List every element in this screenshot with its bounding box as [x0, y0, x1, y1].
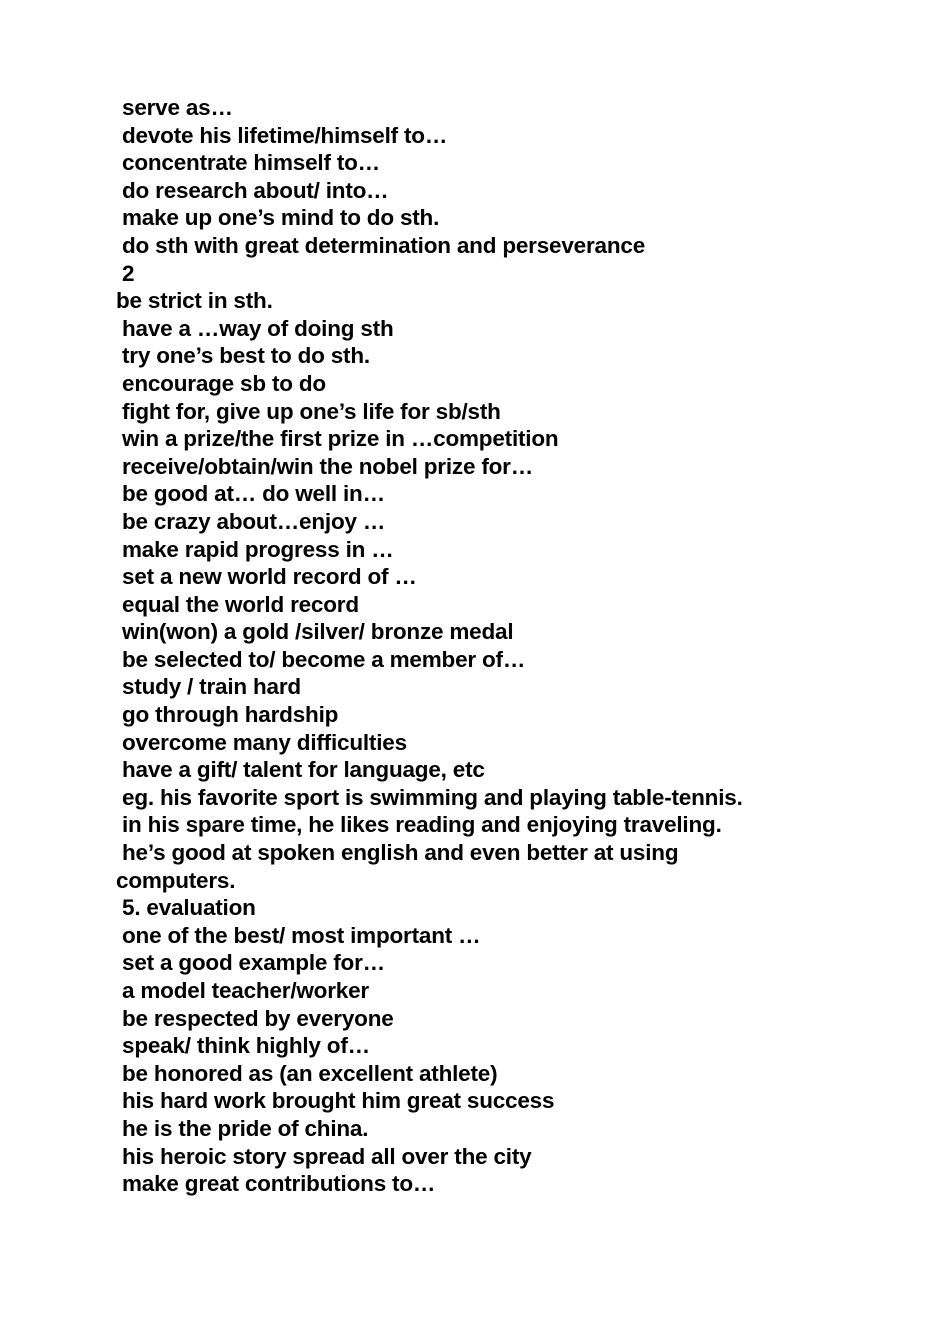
text-line: be respected by everyone	[122, 1005, 394, 1031]
text-line: study / train hard	[122, 674, 301, 700]
text-line: do research about/ into…	[122, 177, 389, 203]
text-line: be crazy about…enjoy …	[122, 508, 386, 534]
text-line: concentrate himself to…	[122, 150, 380, 176]
phrase-list	[116, 94, 743, 1198]
text-line: in his spare time, he likes reading and enjoying traveling.	[122, 812, 722, 838]
text-line: go through hardship	[122, 702, 339, 728]
text-line: be strict in sth.	[116, 288, 273, 314]
text-line: have a …way of doing sth	[122, 315, 394, 341]
text-line: make great contributions to…	[122, 1171, 436, 1197]
text-line: his hard work brought him great success	[122, 1088, 555, 1114]
text-line: win a prize/the first prize in …competition	[122, 426, 559, 452]
text-line: have a gift/ talent for language, etc	[122, 757, 485, 783]
text-line: do sth with great determination and perseverance	[122, 232, 646, 258]
text-line: make rapid progress in …	[122, 536, 394, 562]
text-line: try one’s best to do sth.	[122, 343, 370, 369]
text-line: make up one’s mind to do sth.	[122, 205, 440, 231]
text-line: he’s good at spoken english and even better at using	[122, 840, 679, 866]
text-line: be good at… do well in…	[122, 481, 385, 507]
text-line: receive/obtain/win the nobel prize for…	[122, 453, 534, 479]
text-line: one of the best/ most important …	[122, 922, 481, 948]
text-line: win(won) a gold /silver/ bronze medal	[122, 619, 514, 645]
text-line: fight for, give up one’s life for sb/sth	[122, 398, 501, 424]
text-line: encourage sb to do	[122, 370, 326, 396]
text-line: a model teacher/worker	[122, 978, 369, 1003]
text-line: eg. his favorite sport is swimming and playing table-tennis.	[122, 784, 743, 810]
text-line: set a good example for…	[122, 950, 385, 976]
text-line: set a new world record of …	[122, 564, 417, 590]
text-line: 5. evaluation	[122, 895, 256, 921]
text-line: computers.	[116, 867, 236, 893]
text-line: overcome many difficulties	[122, 729, 407, 755]
text-line: be honored as (an excellent athlete)	[122, 1060, 498, 1086]
text-line: equal the world record	[122, 591, 359, 617]
text-line: devote his lifetime/himself to…	[122, 122, 448, 148]
text-line: serve as…	[122, 95, 233, 120]
text-line: be selected to/ become a member of…	[122, 646, 526, 672]
text-line: 2	[122, 260, 135, 286]
text-line: he is the pride of china.	[122, 1115, 369, 1141]
text-line: his heroic story spread all over the city	[122, 1143, 532, 1169]
text-line: speak/ think highly of…	[122, 1033, 370, 1059]
